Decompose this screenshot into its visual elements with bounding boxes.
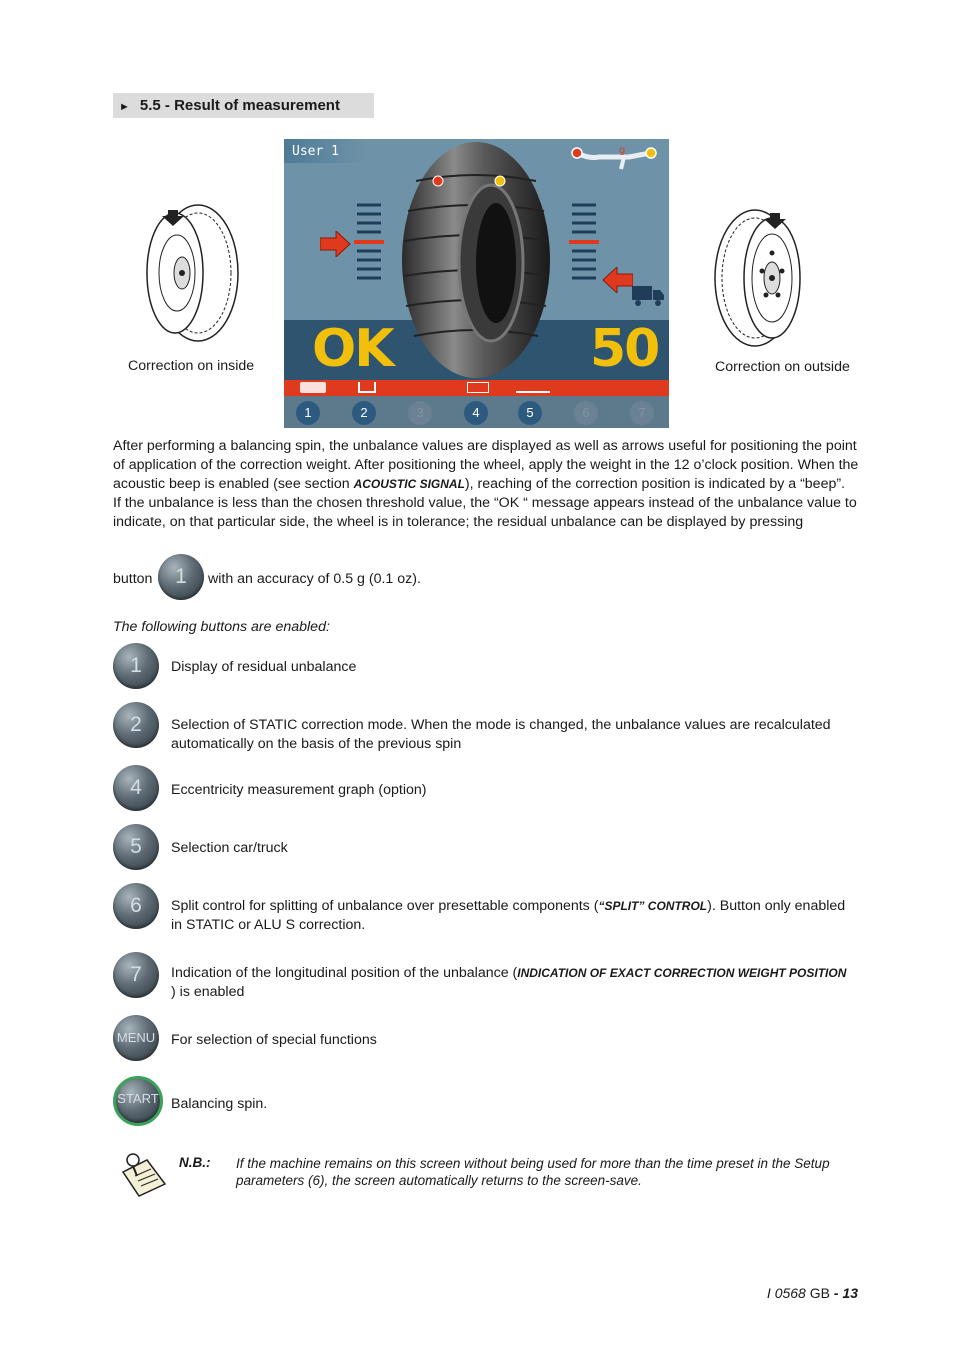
section-heading — [113, 93, 374, 118]
button-1-icon: 1 — [113, 643, 159, 689]
button-4-description: Eccentricity measurement graph (option) — [171, 782, 427, 798]
user-label: User 1 — [292, 144, 339, 159]
button-6-description — [171, 897, 851, 935]
paragraph-balancing — [113, 437, 861, 532]
button-5-icon: 5 — [113, 824, 159, 870]
button-4-icon: 4 — [113, 765, 159, 811]
button-6-text-a: Split control for splitting of unbalance over presettable components ( — [171, 898, 599, 914]
arrow-right-icon: ► — [119, 101, 130, 113]
screen-button-7[interactable]: 7 — [630, 401, 654, 425]
button-prefix: button — [113, 571, 153, 587]
button-2-description: Selection of STATIC correction mode. When the mode is changed, the unbalance values are recalculated automatically on the basis of the previous spin — [171, 717, 831, 752]
right-arrow-icon — [601, 267, 633, 293]
screen-button-2[interactable]: 2 — [352, 401, 376, 425]
caption-outside: Correction on outside — [715, 359, 850, 375]
truck-icon — [631, 284, 665, 308]
ref-acoustic-signal: ACOUSTIC SIGNAL — [353, 477, 465, 491]
screen-button-4[interactable]: 4 — [464, 401, 488, 425]
button-7-text-a: Indication of the longitudinal position of the unbalance ( — [171, 965, 518, 981]
paragraph-ok-message: If the unbalance is less than the chosen threshold value, the “OK “ message appears instead of the unbalance value to indicate, on that particular side, the wheel is in tolerance; the residual unbalance can be displayed by pressing — [113, 495, 857, 530]
start-button-icon: START — [113, 1076, 163, 1126]
screen-button-3[interactable]: 3 — [408, 401, 432, 425]
user-tab — [284, 139, 366, 163]
button-1-description: Display of residual unbalance — [171, 659, 357, 675]
note-pin-icon — [117, 1150, 169, 1200]
ref-split-control: “SPLIT” CONTROL — [598, 899, 708, 913]
screen-button-1[interactable]: 1 — [296, 401, 320, 425]
car-wheel-icon — [300, 382, 326, 393]
button-5-description: Selection car/truck — [171, 840, 288, 856]
section-title: 5.5 - Result of measurement — [139, 97, 340, 114]
screen-button-6[interactable]: 6 — [574, 401, 598, 425]
weight-unit: g — [619, 145, 626, 156]
function-bar — [284, 380, 669, 396]
wheel-inside-illustration — [130, 200, 245, 345]
graph-icon — [467, 382, 489, 393]
page-number: - 13 — [833, 1285, 858, 1301]
start-description: Balancing spin. — [171, 1096, 268, 1112]
note-label: N.B.: — [179, 1155, 211, 1170]
button-7-text-b: ) is enabled — [171, 984, 245, 1000]
button-6-text-b: ). Button only enabled in STATIC or ALU S correction. — [171, 898, 846, 933]
enabled-buttons-heading: The following buttons are enabled: — [113, 619, 330, 635]
para1-text-b: ), reaching of the correction position is indicated by a “beep”. — [464, 476, 846, 492]
para1-text-a: After performing a balancing spin, the unbalance values are displayed as well as arrows useful for positioning the point of application of the correction weight. After positioning the wheel, apply the weight in the 12 o’clock position. When the acoustic beep is enabled (see section — [113, 438, 859, 492]
inline-button-1: 1 — [158, 554, 204, 600]
button-suffix: with an accuracy of 0.5 g (0.1 oz). — [208, 571, 421, 587]
tyre-image — [396, 141, 556, 379]
button-2-icon: 2 — [113, 702, 159, 748]
static-mode-icon — [358, 382, 376, 393]
left-scale — [354, 201, 384, 286]
ref-exact-correction: INDICATION OF EXACT CORRECTION WEIGHT POSITION — [517, 966, 847, 980]
car-truck-icon — [516, 382, 550, 393]
wheel-outside-illustration — [710, 205, 825, 350]
left-arrow-icon — [320, 231, 352, 257]
weight-position-icon — [569, 143, 664, 173]
page-footer — [767, 1285, 858, 1301]
balancer-screen — [284, 139, 669, 428]
note-text: If the machine remains on this screen without being used for more than the time preset in the Setup parameters (6), the screen automatically returns to the screen-save. — [236, 1156, 830, 1188]
menu-button-icon: MENU — [113, 1015, 159, 1061]
right-scale — [569, 201, 599, 286]
menu-description: For selection of special functions — [171, 1032, 377, 1048]
doc-id: I 0568 — [766, 1285, 806, 1301]
button-7-icon: 7 — [113, 952, 159, 998]
right-unbalance-value: 50 — [590, 319, 659, 379]
button-6-icon: 6 — [113, 883, 159, 929]
doc-lang: GB — [809, 1285, 830, 1301]
button-7-description — [171, 964, 851, 1002]
screen-button-5[interactable]: 5 — [518, 401, 542, 425]
caption-inside: Correction on inside — [128, 358, 255, 374]
left-unbalance-value: OK — [312, 319, 393, 379]
